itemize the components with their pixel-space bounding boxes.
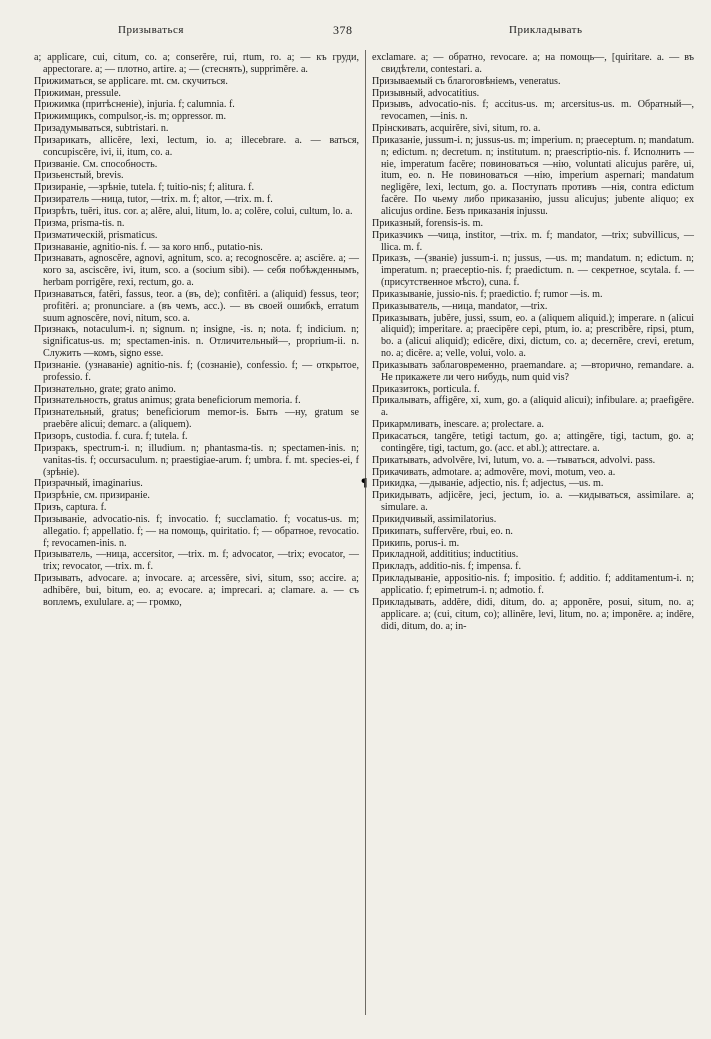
dictionary-entry: Прижиман, pressule. xyxy=(34,87,121,99)
running-head-left: Призываться xyxy=(118,24,184,36)
dictionary-entry: Прижиматься, se applicare. mt. см. скучиться. xyxy=(34,75,228,87)
dictionary-entry: Прикидчивый, assimilatorius. xyxy=(372,513,497,525)
page-header xyxy=(0,20,711,40)
dictionary-entry: Прикипать, suffervĕre, rbui, eo. n. xyxy=(372,525,513,537)
dictionary-entry: Призьенстый, brevis. xyxy=(34,170,124,182)
dictionary-entry: Призываемый съ благоговѣніемъ, veneratus. xyxy=(372,75,561,87)
dictionary-entry: Прижимка (притѣсненіе), injuria. f; calumnia. f. xyxy=(34,99,235,111)
dictionary-entry: Призматическій, prismaticus. xyxy=(34,229,158,241)
dictionary-entry: Приказывать, jubĕre, jussi, ssum, eo. a (aliquem aliquid.); imperare. n (alicui aliquid); imperitare. a; praecipĕre cepi, ptum, io. a; prescribĕre, ripsi, ptum, bo. a (alicui aliquid); edicĕre, dixi, dictum, co. a; decernĕre, crevi, eretum, no. a; dicĕre. a; velle, volui, volo. a. xyxy=(372,312,694,360)
dictionary-entry: Прикладывать, addĕre, didi, ditum, do. a; apponĕre, posui, situm, no. a; applicare. a; (cui, citum, co); allinĕre, levi, litum, no. a; imponĕre. a; indĕre, didi, ditum, do. a; in- xyxy=(372,596,694,632)
dictionary-entry: Приказываніе, jussio-nis. f; praedictio. f; rumor —is. m. xyxy=(372,288,603,300)
left-column xyxy=(34,52,359,609)
dictionary-entry: Прикладъ, additio-nis. f; impensa. f. xyxy=(372,561,522,573)
right-column xyxy=(372,52,694,632)
margin-marker: ¶ xyxy=(361,475,368,489)
dictionary-entry: Прикидывать, adjicĕre, jeci, jectum, io. a. —кидываться, assimilare. a; simulare. a. xyxy=(372,490,694,514)
dictionary-entry: Призываніе, advocatio-nis. f; invocatio. f; succlamatio. f; vocatus-us. m; allegatio. f; appellatio. f; — на помощь, quiritatio. f; — обратное, revocatio. f; revocamen-inis. n. xyxy=(34,513,359,549)
dictionary-entry: Призыватель, —ница, accersitor, —trix. m. f; advocator, —trix; evocator, —trix; revocator, —trix. m. f. xyxy=(34,549,359,573)
dictionary-entry: Призрачный, imaginarius. xyxy=(34,478,143,490)
dictionary-entry: Прикармливать, inescare. a; prolectare. a. xyxy=(372,419,544,431)
dictionary-entry: Признаваться, fatĕri, fassus, teor. a (въ, de); confitĕri. a (aliquid) fessus, teor; profitĕri. a; pronunciare. a (въ чемъ, acc.). — въ своей ошибкѣ, erratum suum agnoscĕre, novi, nitum, sco. a. xyxy=(34,288,359,324)
dictionary-entry: Приказный, forensis-is. m. xyxy=(372,217,484,229)
dictionary-entry: Приказъ, —(званіе) jussum-i. n; jussus, —us. m; mandatum. n; edictum. n; imperatum. n; praeceptio-nis. f; praedictum. n. — секретное, scytala. f. — (присутственное мѣсто), cuna. f. xyxy=(372,253,694,289)
dictionary-entry: Признательный, gratus; beneficiorum memor-is. Быть —ну, gratum se praebĕre alicui; demarc. a (aliquem). xyxy=(34,407,359,431)
dictionary-entry: Призираніе, —зрѣніе, tutela. f; tuitio-nis; f; alitura. f. xyxy=(34,182,255,194)
dictionary-entry: Приказитокъ, porticula. f. xyxy=(372,383,480,395)
dictionary-entry: Призадумываться, subtristari. n. xyxy=(34,123,169,135)
dictionary-entry: Прикатывать, advolvĕre, lvi, lutum, vo. a. —тываться, advolvi. pass. xyxy=(372,454,656,466)
dictionary-entry: Признавать, agnoscĕre, agnovi, agnitum, sco. a; recognoscĕre. a; asciĕre. a; — кого за, asciscĕre, ivi, itum, sco. a (socium sibi). — себя побѣжденнымъ, herbam porrigĕre, rexi, rectum, go. a. xyxy=(34,253,359,289)
dictionary-entry: Прикидка, —дываніе, adjectio, nis. f; adjectus, —us. m. xyxy=(372,478,604,490)
dictionary-entry: Призъ, captura. f. xyxy=(34,502,107,514)
dictionary-entry: a; applicare, cui, citum, co. a; conserĕre, rui, rtum, ro. a; — къ груди, appectorare. a; — плотно, artire. a; — (стеснять), supprimĕre. a. xyxy=(34,52,359,75)
dictionary-entry: Приказаніе, jussum-i. n; jussus-us. m; imperium. n; praeceptum. n; mandatum. n; edictum. n; decretum. n; institutum. n; praescriptio-nis. f. Исполнить —ніе, imperatum facĕre; повиноваться —нію, voluntati alicujus parĕre, ui, itum, eo. n. Не повиноваться —нію, imperium aspernari; mandatum negligĕre, lexi, lectum, go. a. Поступать противъ —нія, contra edictum facĕre. По чьему либо приказанію, jussu alicujus; jubente aliquo; ex alicujus ordine. Безъ приказанія injussu. xyxy=(372,134,694,217)
running-head-right: Прикладывать xyxy=(509,24,583,36)
dictionary-entry: Приказывать заблаговременно, praemandare. a; —вторично, remandare. a. Не прикажете ли чего нибудь, num quid vis? xyxy=(372,359,694,383)
dictionary-entry: Призывать, advocare. a; invocare. a; arcessĕre, sivi, situm, sso; accire. a; adhibĕre, bui, bitum, eo. a; evocare. a; imprecari. a; clamare. a. — съ воплемъ, exululare. a; — громко, xyxy=(34,573,359,608)
dictionary-entry: Признаваніе, agnitio-nis. f. — за кого нпб., putatio-nis. xyxy=(34,241,263,253)
dictionary-entry: Призарикать, allicĕre, lexi, lectum, io. a; illecebrare. a. — ваться, concupiscĕre, ivi, ii, itum, co. a. xyxy=(34,134,359,158)
dictionary-entry: Прикладной, addititius; inductitius. xyxy=(372,549,519,561)
dictionary-entry: Прикалывать, affigĕre, xi, xum, go. a (aliquid alicui); infibulare. a; praefigĕre. a. xyxy=(372,395,694,419)
dictionary-entry: Прінскивать, acquirĕre, sivi, situm, ro. a. xyxy=(372,123,541,135)
dictionary-entry: Прикладываніе, appositio-nis. f; impositio. f; additio. f; additamentum-i. n; applicatio. f; epimetrum-i. n; admotio. f. xyxy=(372,573,694,596)
dictionary-entry: Призрѣть, tuĕri, itus. cor. a; alĕre, alui, litum, lo. a; colĕre, colui, cultum, lo. a. xyxy=(34,205,353,217)
dictionary-entry: Призоръ, custodia. f. cura. f; tutela. f. xyxy=(34,431,188,442)
dictionary-entry: Приказчикъ —чица, institor, —trix. m. f; mandator, —trix; subvillicus, —llica. m. f. xyxy=(372,229,694,253)
dictionary-entry: Признательно, grate; grato animo. xyxy=(34,383,176,395)
dictionary-entry: Прикасаться, tangĕre, tetigi tactum, go. a; attingĕre, tigi, tactum, go. a; contingĕre, tigi, tactum, go. (acc. et abl.); attrectare. a. xyxy=(372,431,694,454)
dictionary-entry: Прикачивать, admotare. a; admovĕre, movi, motum, veo. a. xyxy=(372,466,616,478)
dictionary-entry: Прикипь, porus-i. m. xyxy=(372,537,460,549)
dictionary-entry: Признательность, gratus animus; grata beneficiorum memoria. f. xyxy=(34,395,301,407)
dictionary-entry: Призиратель —ница, tutor, —trix. m. f; altor, —trix. m. f. xyxy=(34,194,273,206)
dictionary-entry: Призма, prisma-tis. n. xyxy=(34,217,125,229)
dictionary-entry: Признакъ, notaculum-i. n; signum. n; insigne, -is. n; nota. f; indicium. n; significatus-us. m; spectamen-inis. n. Отличительный—, proprium-ii. n. Служить —комъ, signo esse. xyxy=(34,324,359,360)
dictionary-entry: exclamare. a; — обратно, revocare. a; на помощь—, [quiritare. a. — въ свидѣтели, contestari. a. xyxy=(372,52,694,75)
dictionary-entry: Приказыватель, —ница, mandator, —trix. xyxy=(372,300,548,312)
dictionary-entry: Призракъ, spectrum-i. n; illudium. n; phantasma-tis. n; spectamen-inis. n; vanitas-tis. f; occursaculum. n; praestigiae-arum. f; umbra. f. mt. species-ei, f (зрѣніе). xyxy=(34,442,359,478)
dictionary-entry: Прижимщикъ, compulsor,-is. m; oppressor. m. xyxy=(34,111,227,123)
page-number: 378 xyxy=(333,23,353,37)
dictionary-entry: Призрѣніе, см. призираніе. xyxy=(34,490,150,502)
dictionary-entry: Призваніе. См. способность. xyxy=(34,158,158,170)
dictionary-entry: Призывный, advocatitius. xyxy=(372,87,480,99)
column-divider xyxy=(365,50,366,1015)
dictionary-entry: Признаніе. (узнаваніе) agnitio-nis. f; (сознаніе), confessio. f; — открытое, professio. f. xyxy=(34,359,359,383)
dictionary-entry: Призывъ, advocatio-nis. f; accitus-us. m; arcersitus-us. m. Обратный—, revocamen, —inis. n. xyxy=(372,99,694,123)
